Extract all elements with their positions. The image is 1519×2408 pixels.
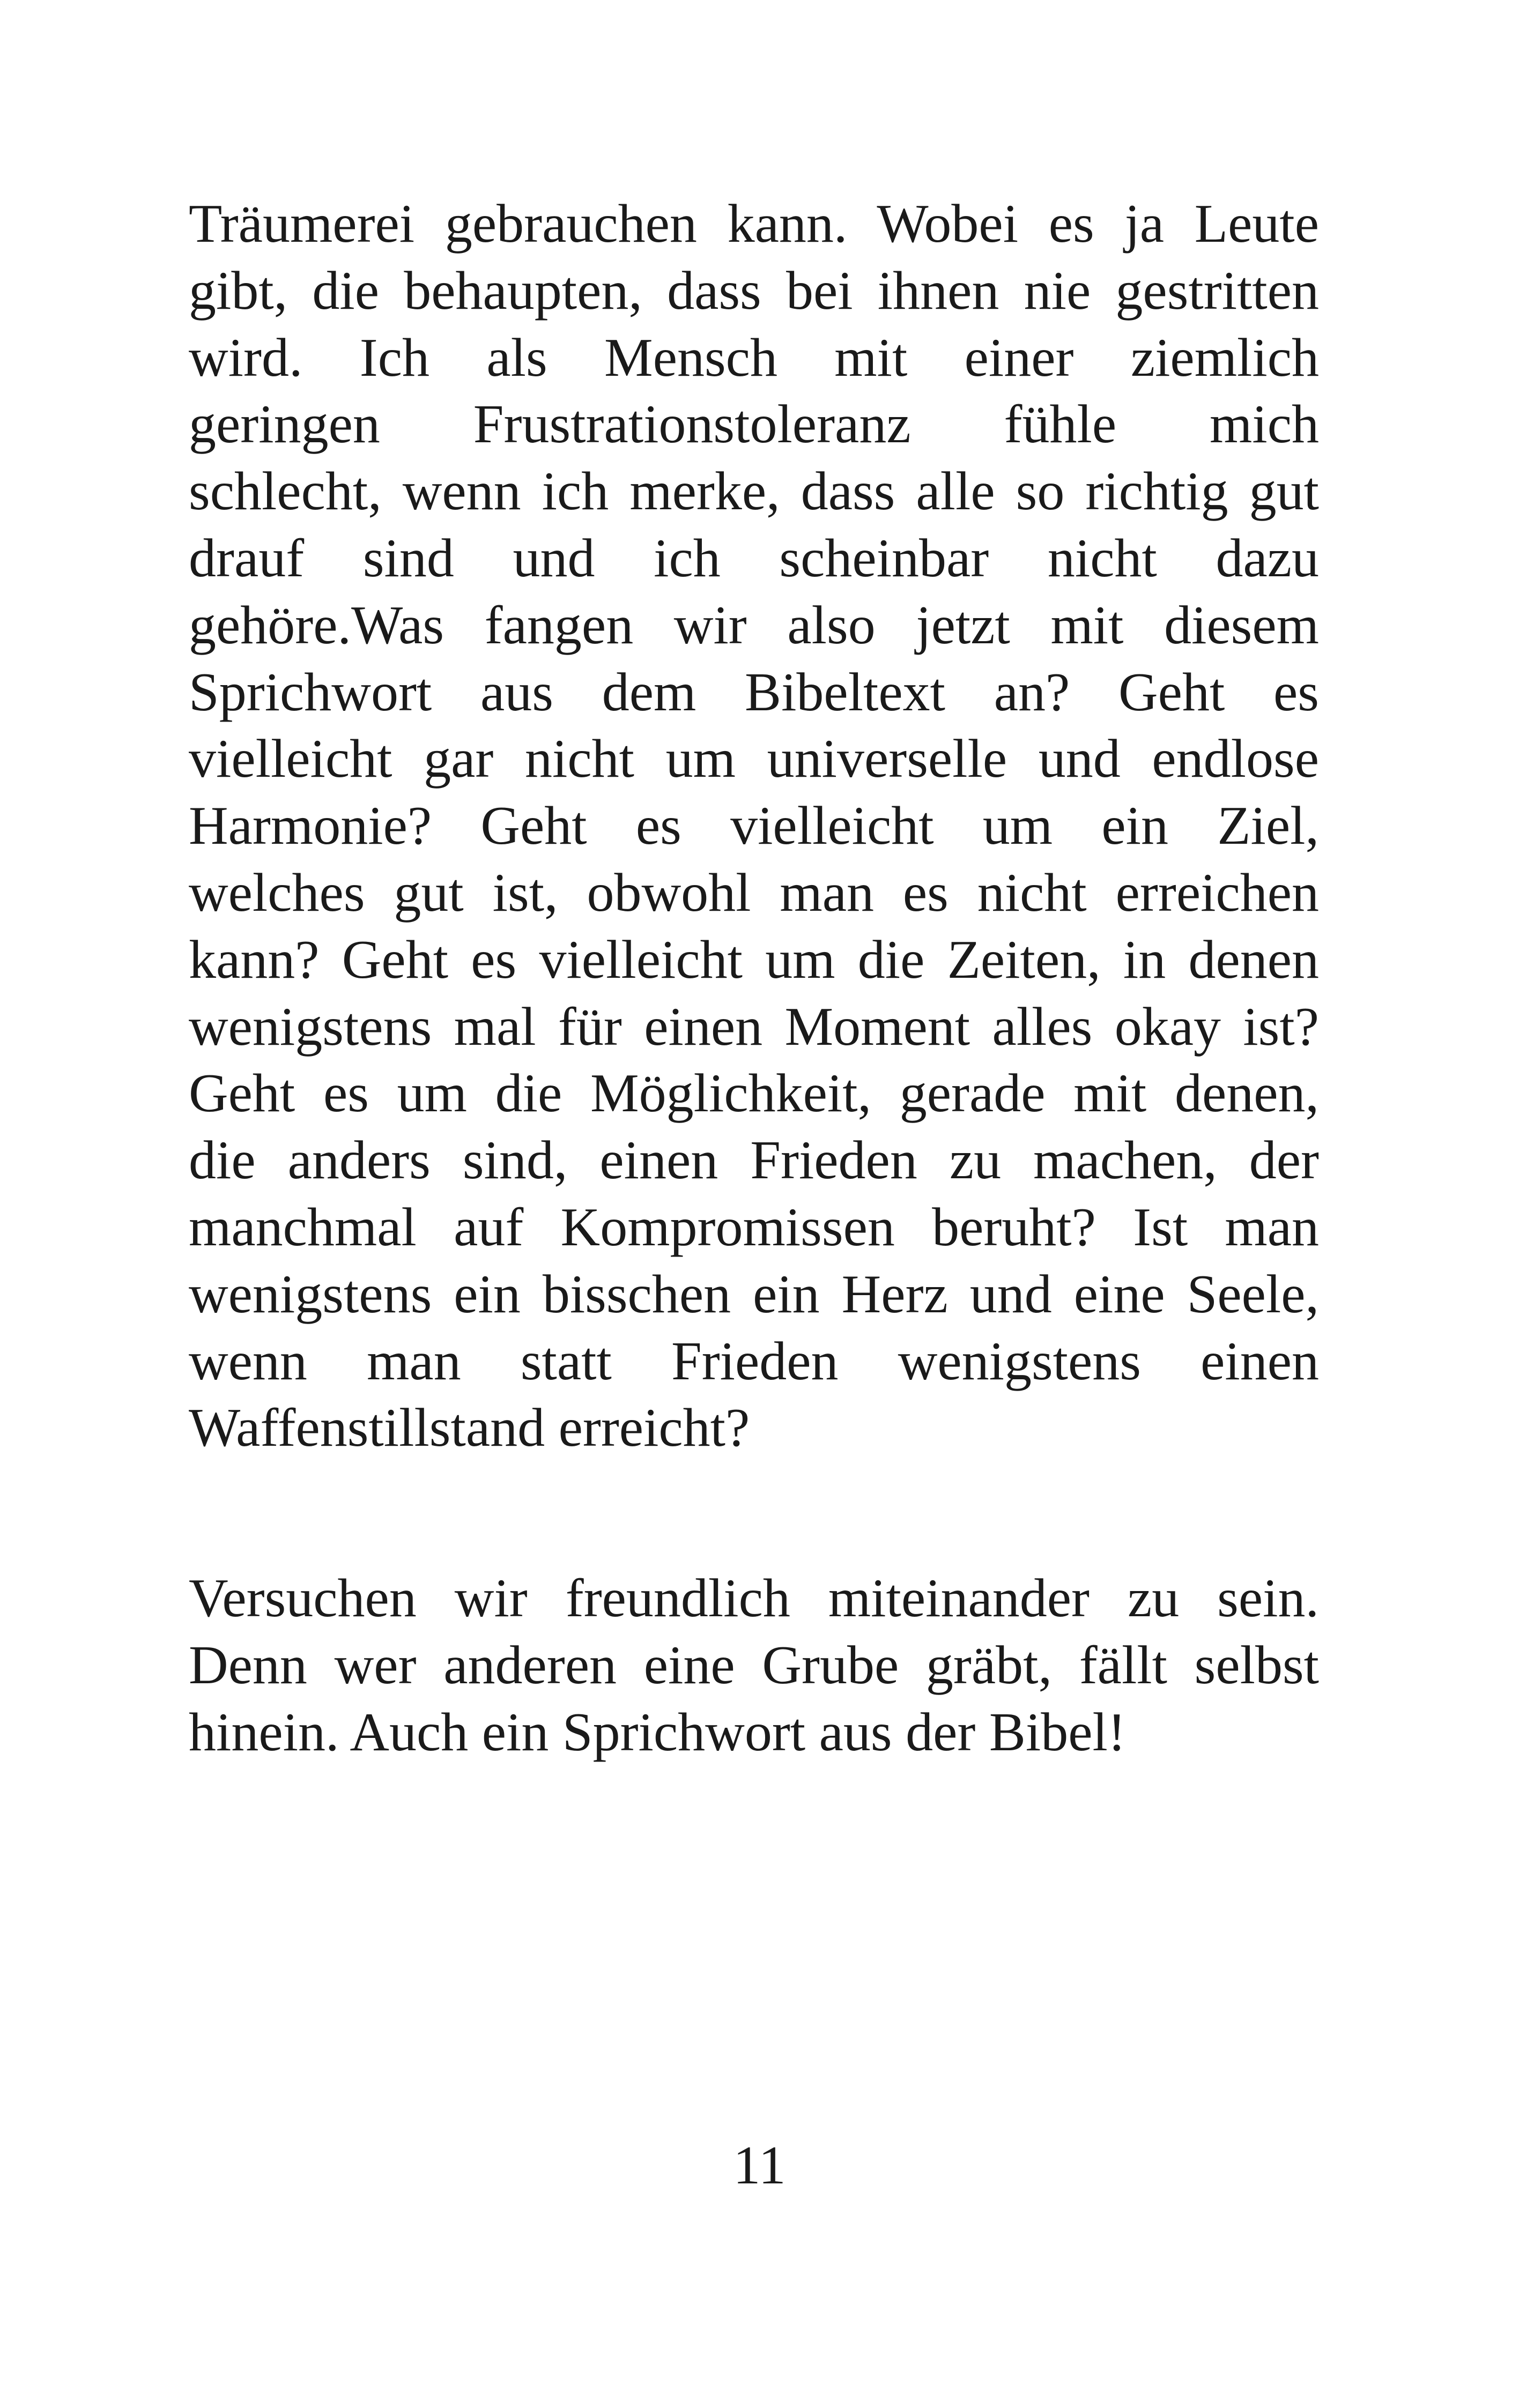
paragraph-1 — [189, 191, 1319, 1462]
text-line: Träumerei gebrauchen kann. Wobei es ja Leute — [189, 194, 1319, 254]
text-line: hinein. Auch ein Sprichwort aus der Bibel! — [189, 1701, 1126, 1763]
text-line: Versuchen wir freundlich miteinander zu sein. — [189, 1568, 1319, 1629]
text-line: die anders sind, einen Frieden zu machen, der — [189, 1130, 1319, 1191]
text-line: Geht es um die Möglichkeit, gerade mit denen, — [189, 1063, 1319, 1124]
text-line: wenigstens ein bisschen ein Herz und eine Seele, — [189, 1264, 1319, 1325]
text-line: schlecht, wenn ich merke, dass alle so richtig gut — [189, 461, 1319, 522]
text-line: Denn wer anderen eine Grube gräbt, fällt selbst — [189, 1634, 1319, 1696]
text-line: gibt, die behaupten, dass bei ihnen nie gestritten — [189, 260, 1319, 321]
text-line: wird. Ich als Mensch mit einer ziemlich — [189, 327, 1319, 388]
text-line: drauf sind und ich scheinbar nicht dazu — [189, 527, 1319, 589]
text-line: geringen Frustrationstoleranz fühle mich — [189, 394, 1319, 455]
text-line: wenigstens mal für einen Moment alles okay ist? — [189, 996, 1319, 1057]
page-number: 11 — [733, 2135, 786, 2196]
text-line: Waffenstillstand erreicht? — [189, 1398, 750, 1459]
text-line: Harmonie? Geht es vielleicht um ein Ziel, — [189, 796, 1319, 857]
text-line: vielleicht gar nicht um universelle und endlose — [189, 729, 1319, 790]
text-line: Sprichwort aus dem Bibeltext an? Geht es — [189, 662, 1319, 723]
text-line: welches gut ist, obwohl man es nicht erreichen — [189, 862, 1319, 923]
paragraph-2 — [189, 1565, 1319, 1766]
text-line: wenn man statt Frieden wenigstens einen — [189, 1331, 1319, 1392]
text-line: gehöre.Was fangen wir also jetzt mit diesem — [189, 594, 1319, 656]
text-line: manchmal auf Kompromissen beruht? Ist man — [189, 1196, 1319, 1258]
text-line: kann? Geht es vielleicht um die Zeiten, in denen — [189, 929, 1319, 990]
